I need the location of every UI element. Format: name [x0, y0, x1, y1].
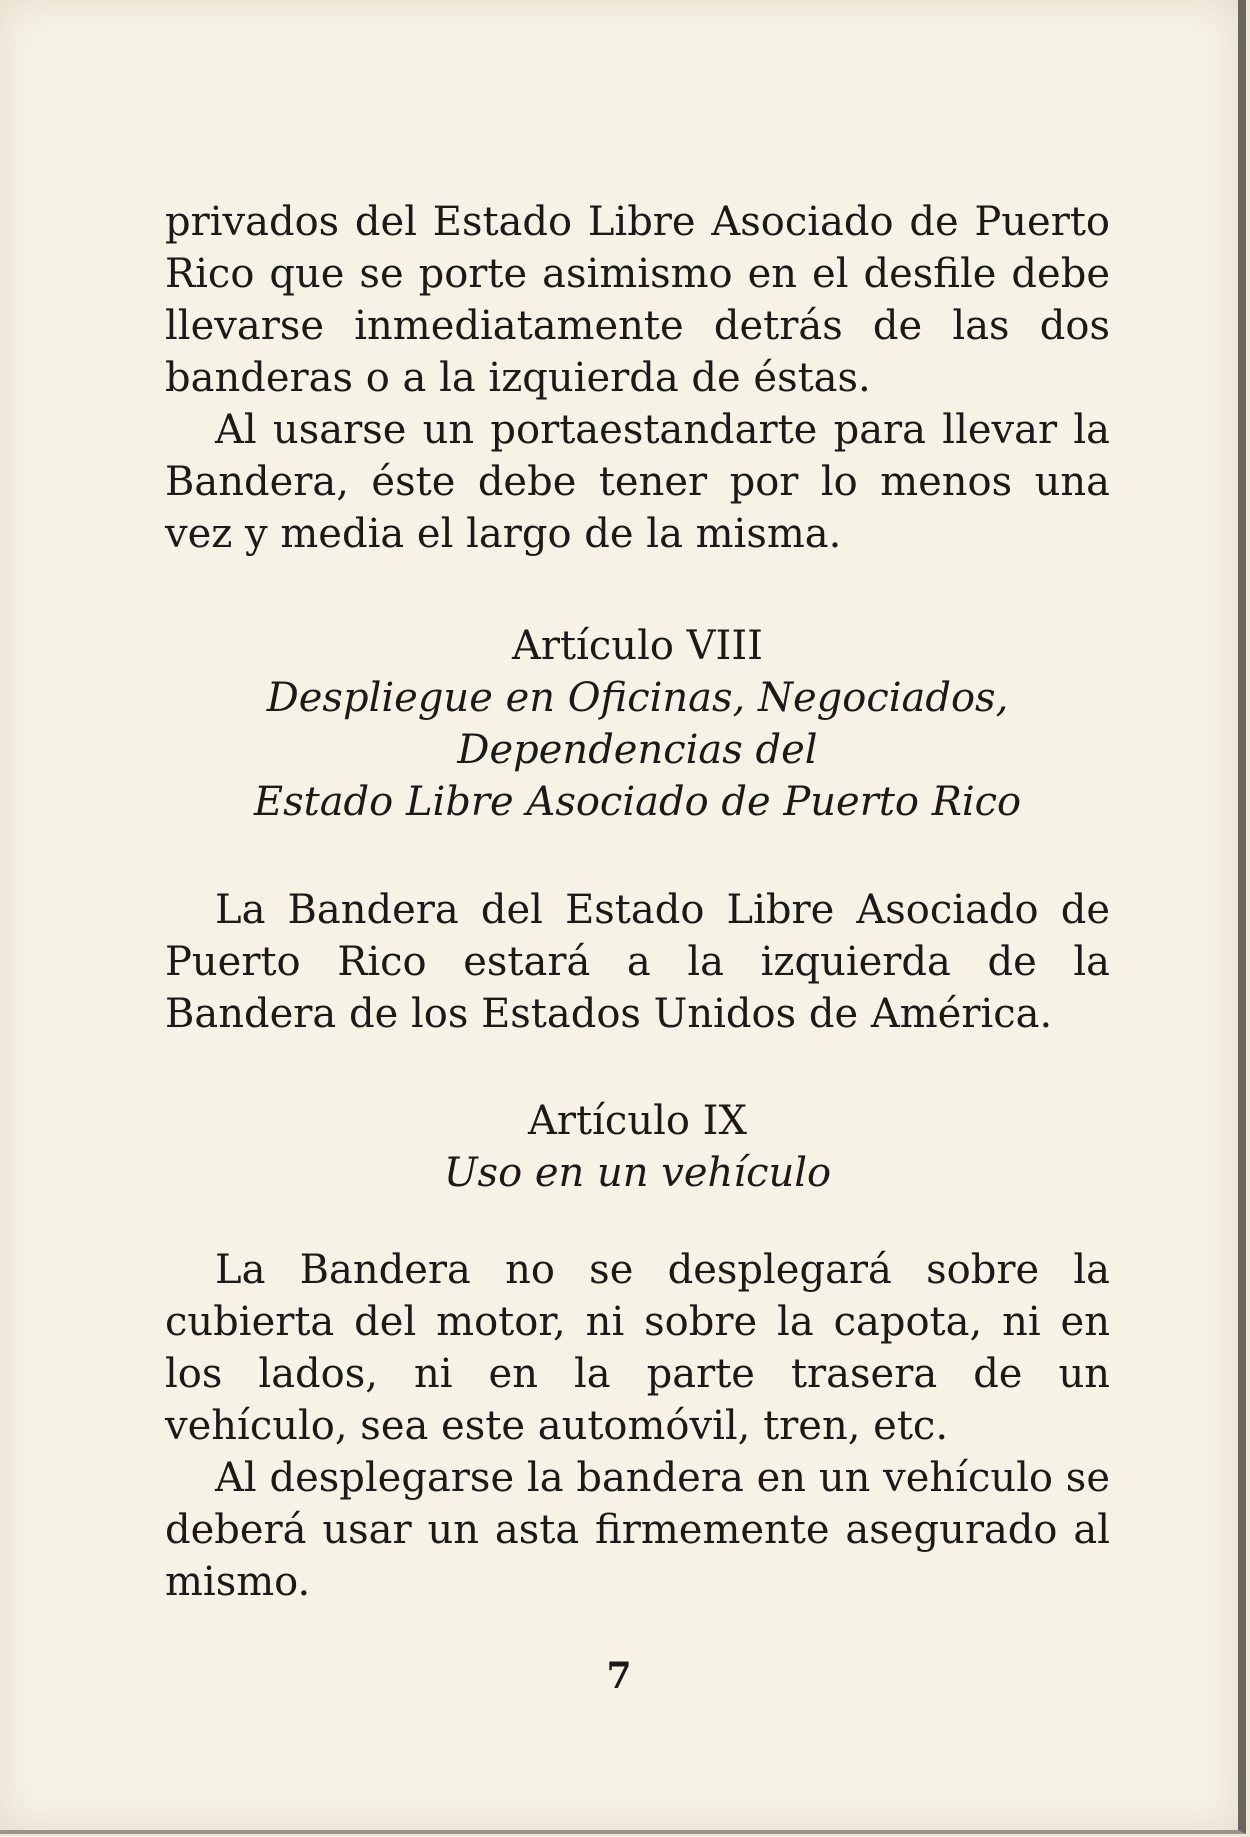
article-9-subheading: Uso en un vehículo [443, 1150, 832, 1196]
article-8-heading: Artículo VIII [512, 623, 763, 669]
paragraph-continuation: privados del Estado Libre Asociado de Puerto Rico que se porte asimismo en el desfile debe llevarse inmediatamente detrás de las dos banderas o a la izquierda de éstas. [165, 199, 1110, 401]
article-9-section [165, 1095, 1110, 1199]
article-9-body-1: La Bandera no se desplegará sobre la cubierta del motor, ni sobre la capota, ni en los lados, ni en la parte trasera de un vehículo, sea este automóvil, tren, etc. [165, 1247, 1110, 1449]
article-9-body-2: Al desplegarse la bandera en un vehículo se deberá usar un asta firmemente asegurado al mismo. [165, 1455, 1110, 1605]
article-8-subheading-line1: Despliegue en Oficinas, Negociados, [266, 675, 1009, 721]
article-9-body-block [165, 1244, 1110, 1608]
page-number: 7 [606, 1655, 632, 1697]
article-9-heading: Artículo IX [528, 1098, 747, 1144]
article-8-section [165, 620, 1110, 828]
paragraph-portaestandarte: Al usarse un portaestandarte para llevar la Bandera, éste debe tener por lo menos una vez y media el largo de la misma. [165, 407, 1110, 557]
article-8-body: La Bandera del Estado Libre Asociado de Puerto Rico estará a la izquierda de la Bandera de los Estados Unidos de América. [165, 887, 1110, 1037]
article-8-subheading-line3: Estado Libre Asociado de Puerto Rico [253, 779, 1022, 825]
article-8-body-block [165, 884, 1110, 1040]
article-8-subheading-line2: Dependencias del [457, 727, 818, 773]
text-block-top [165, 196, 1110, 560]
